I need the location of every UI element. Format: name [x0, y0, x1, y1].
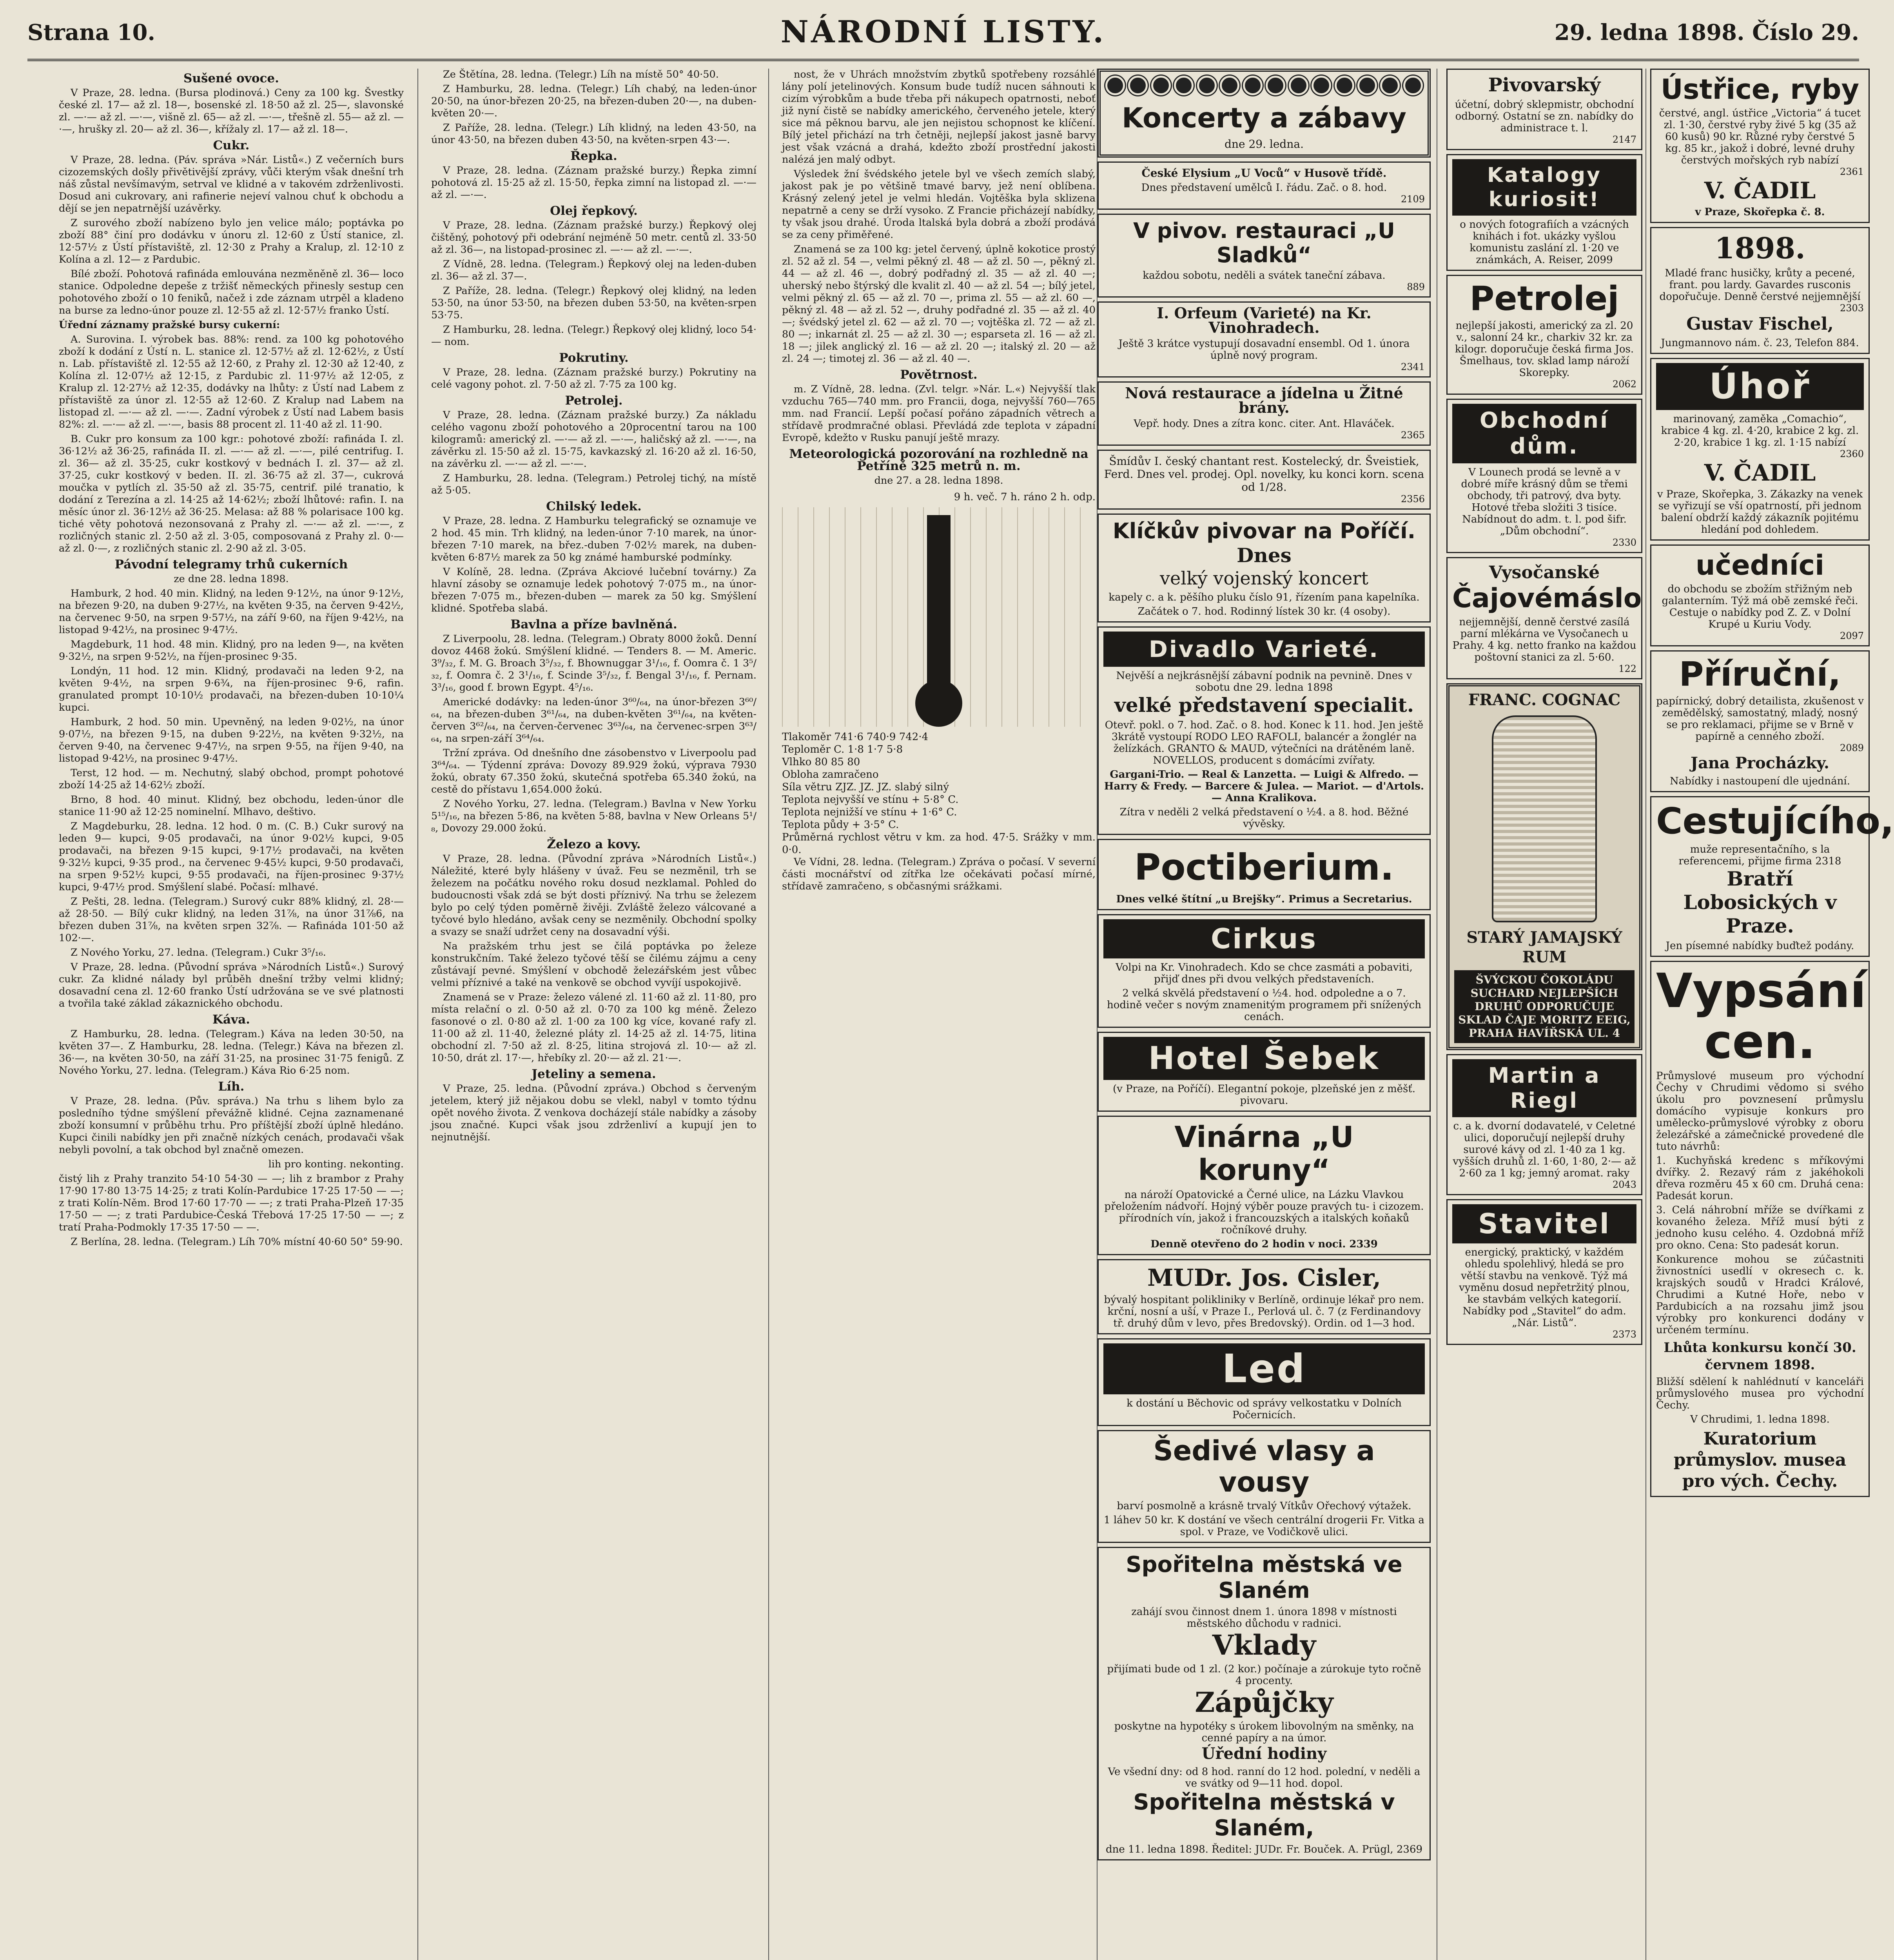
column-rule [768, 69, 769, 1960]
ad-subtitle: Úřední hodiny [1201, 1744, 1327, 1763]
ad-title: Nová restaurace a jídelna u Žitné brány. [1125, 384, 1403, 416]
ad-title: Divadlo Varieté. [1103, 632, 1425, 667]
weather-row: Teplota půdy + 3·5° C. [782, 819, 899, 831]
ad-title: Vinárna „U koruny“ [1174, 1120, 1354, 1187]
ad-text: papírnický, dobrý detailista, zkušenost v zemědělský, samostatný, mladý, nosný se pro reklamaci, přijme se v Brně v papírně a cenného zboží. [1656, 695, 1864, 742]
ad-text: Ještě 3 krátce vystupují dosavadní ensembl. Od 1. února úplně nový program. [1118, 338, 1410, 361]
ad-subtitle: Jana Procházky. [1691, 754, 1829, 772]
ad-text: Denně otevřeno do 2 hodin v noci. 2339 [1150, 1238, 1378, 1250]
article-paragraph: Z Hamburku, 28. ledna. (Telegr.) Řepkový olej klidný, loco 54·— nom. [431, 324, 757, 348]
ad-text: Začátek o 7. hod. Rodinný lístek 30 kr. (4 osoby). [1137, 606, 1391, 617]
article-paragraph: Z Pešti, 28. ledna. (Telegram.) Surový cukr 88% klidný, zl. 28·— až 28·50. — Bílý cukr klidný, na leden 31⅞, na únor 31⅞6, na březen duben 31⅞, na květen srpen 32⅞. — Rafináda 101·50 až 102·—. [59, 896, 404, 944]
ad-pivovarsky [1446, 69, 1642, 150]
ad-katalogy [1446, 154, 1642, 271]
ad-text: dne 11. ledna 1898. Ředitel: JUDr. Fr. Bouček. A. Prügl, 2369 [1105, 1844, 1423, 1855]
ad-title: Katalogy kuriosit! [1452, 159, 1636, 216]
section-heading: Povětrnost. [900, 368, 978, 382]
ad-code: 2089 [1840, 742, 1864, 753]
section-heading: Pokrutiny. [559, 351, 629, 365]
ad-koncerty [1098, 69, 1431, 158]
ad-petrolej [1446, 275, 1642, 395]
weather-row: Tlakoměr 741·6 740·9 742·4 [782, 731, 929, 743]
ad-code: 2341 [1401, 361, 1425, 372]
ad-fischel [1650, 227, 1870, 354]
ad-zitna [1098, 381, 1431, 446]
ad-code: 2356 [1401, 494, 1425, 505]
ad-text: Gargani-Trio. — Real & Lanzetta. — Luigi & Alfredo. — Harry & Fredy. — Barcere & Julea. — Mariot. — d'Artols. — Anna Kralikova. [1104, 769, 1424, 804]
ad-subtitle: dne 29. ledna. [1225, 138, 1304, 151]
ad-subtitle: Dnes [1237, 544, 1292, 567]
ad-text: Dnes představení umělců I. řádu. Zač. o 8. hod. [1141, 182, 1387, 194]
section-heading: Pávodní telegramy trhů cukerních [114, 557, 348, 572]
ad-text: nejlepší jakosti, americký za zl. 20 v., salonní 24 kr., charkiv 32 kr. za kilogr. doporučuje česká firma Jos. Šmelhaus, tov. sklad lamp nároží Skorepky. [1455, 320, 1634, 379]
ad-code: 122 [1618, 663, 1636, 674]
article-paragraph: V Praze, 28. ledna. (Původní zpráva »Národních Listů«.) Náležité, které byly hlášeny v úvaž. Feu se nezměnil, trh se železem na počátku nového roku dosud nezklamal. Pohled do budoucnosti však zdá se být dosti příznivý. Na trhu se železem bylo po celý týden poměrně živěji. Zvláště železo válcované a tyčové bylo hledáno, avšak ceny se nezměnily. Obchodní spolky a svazy se snaží udržet ceny na dosavadní výši. [431, 853, 757, 938]
article-paragraph: Z Magdeburku, 28. ledna. 12 hod. 0 m. (C. B.) Cukr surový na leden 9— kupci, 9·05 prodavači, na únor 9·02½ kupci, 9·05 prodavači, na březen 9·15 kupci, 9·17½ prodavači, na květen 9·32½ kupci, 9·35 prod., na červenec 9·45½ kupci, 9·50 prodavači, na srpen 9·52½ kupci, 9·55 prodavači, na říjen-prosinec 9·37½ kupci, 9·47½ prod. Smýšlení slabé. Počasí: mlhavé. [59, 820, 404, 893]
ad-subtitle: V. ČADIL [1704, 177, 1816, 204]
article-paragraph: V Praze, 28. ledna. (Záznam pražské burzy.) Za nákladu celého vagonu zboží pohotového a 20procentní tarou na 100 kilogramů: americký zl. —·— až zl. —·—, haličský až zl. —·—, na závěrku zl. 15·50 až zl. 15·75, kavkazský zl. 16·20 až zl. 16·50, na závěrku zl. —·— až zl. —·—. [431, 409, 757, 470]
ad-text: přijímati bude od 1 zl. (2 kor.) počínaje a zúrokuje tyto ročně 4 procenty. [1107, 1663, 1421, 1687]
section-heading: Řepka. [570, 149, 617, 163]
section-heading: Bavlna a příze bavlněná. [510, 617, 677, 632]
weather-row: Teplota nejnižší ve stínu + 1·6° C. [782, 806, 957, 818]
bottle-illustration [1492, 715, 1597, 922]
article-paragraph: Brno, 8 hod. 40 minut. Klidný, bez obchodu, leden-únor dle stanice 11·90 až 12·25 nominelní. Mlhavo, deštivo. [59, 794, 404, 818]
article-paragraph: Z Liverpoolu, 28. ledna. (Telegram.) Obraty 8000 žoků. Denní dovoz 4468 žokú. Smýšlení klidné. — Tenders 8. — M. Americ. 3⁹/₃₂, f. M. G. Broach 3⁵/₃₂, f. Bhownuggar 3¹/₁₆, f. Oomra č. 1 3⁵/₃₂, f. Oomra č. 2 3¹/₁₆, f. Scinde 3⁵/₃₂, f. Bengal 3¹/₁₆, f. Pernam. 3³/₁₆, good f. brown Egypt. 4⁵/₁₆. [431, 633, 757, 693]
article-paragraph: V Praze, 28. ledna. (Původní správa »Národních Listů«.) Surový cukr. Za klidné nálady byl průběh dnešní tržby velmi klidný; dosavadní cena zl. 12·60 franko Ústí udržována se ve své platnosti a tvořila také základ zákaznického obchodu. [59, 961, 404, 1009]
ad-text: Nabídky i nastoupení dle ujednání. [1670, 775, 1850, 787]
ad-klickuv-pivovar [1098, 514, 1431, 622]
ad-text: barví posmolně a krásně trvalý Vítkův Ořechový výtažek. [1117, 1500, 1411, 1512]
ad-elysium [1098, 162, 1431, 210]
article-paragraph: m. Z Vídně, 28. ledna. (Zvl. telgr. »Nár. L.«) Nejvyšší tlak vzduchu 765—740 mm. pro Francii, doga, nejvyšší 760—765 mm. nad Francií. Lepší počasí pořáno západních větrech a střídavě prodmračné oblasi. Převládá zde teplota v západní Evropě, kdežto v Rusku panují ještě mrazy. [782, 383, 1096, 444]
ad-text: 1. Kuchyňská kredenc s mříkovými dvířky. 2. Rezavý rám z jakéhokoli dřeva rozměru 45 x 60 cm. Druhá cena: Padesát korun. [1656, 1155, 1864, 1202]
ad-text: v Praze, Skořepka č. 8. [1695, 206, 1825, 218]
ad-title: Martin a Riegl [1452, 1059, 1636, 1117]
article-paragraph: B. Cukr pro konsum za 100 kgr.: pohotové zboží: rafináda I. zl. 36·12½ až 36·25, rafináda II. zl. —·— až zl. —·—, pilé centrifug. I. zl. 36— až zl. 35·25, cukr kostkový v bednách I. zl. 37— až zl. 37·25, cukr kostkový v beden. II. zl. 36·75 až zl. 37—, cukrová moučka v pytlích zl. 35·50 až zl. 35·75, centrif. pilé tranatio, k dodání z Terezína a zl. 14·25 až 14·62½; zboží lhůtové: rafin. I. na měsíc únor zl. 36·12½ až 36·25. Melasa: až 88 % polarisace 100 kg. tiché věty pohotová nezonsovaná z Prahy zl. —·— až zl. —·—, z rozličných stanic zl. 2·50 až zl. 3·05, composovaná z Prahy zl. 0·— až zl. 0·—, z rozličných stanic zl. 2·90 až zl. 3·05. [59, 433, 404, 554]
ad-text: V Chrudimi, 1. ledna 1898. [1690, 1414, 1830, 1425]
ad-sladek [1098, 214, 1431, 298]
ad-title: Šedivé vlasy a vousy [1153, 1435, 1375, 1498]
ad-sporitelna-slany [1098, 1547, 1431, 1860]
ad-title: Ústřice, ryby [1660, 73, 1860, 105]
ad-text: Šmídův I. český chantant rest. Kostelecký, dr. Šveistiek, Ferd. Dnes vel. prodej. Opl. novelky, ku konci korn. scena od 1/28. [1104, 455, 1424, 494]
section-heading: Železo a kovy. [547, 837, 641, 851]
article-paragraph: V Praze, 28. ledna. (Páv. správa »Nár. Listů«.) Z večerních burs cizozemských došly přivětivější zprávy, vůči kterým však dnešní trh náš zůstal nevšímavým, setrval ve klidné a v takovém zdrženlivosti. Dosud ani cukrovary, ani rafinerie nejeví valnou chuť k obchodu a dějí se jen nepatrnější uzávěrky. [59, 154, 404, 214]
ad-sedive-vlasy [1098, 1430, 1431, 1543]
article-paragraph: V Praze, 28. ledna. (Záznam pražské burzy.) Pokrutiny na celé vagony pohot. zl. 7·50 až zl. 7·75 za 100 kg. [431, 367, 757, 390]
ad-text: o nových fotografiích a vzácných knihách i fot. ukázky vyšlou komunistu zaslání zl. 1·20 ve známkách, A. Reiser, 2099 [1460, 219, 1629, 266]
ad-obchodni-dum [1446, 399, 1642, 553]
ad-stavitel [1446, 1199, 1642, 1345]
article-paragraph: Z Nového Yorku, 27. ledna. (Telegram.) Cukr 3⁵/₁₆. [71, 947, 326, 958]
ad-title: Vypsání cen. [1656, 964, 1866, 1069]
ad-text: Volpi na Kr. Vinohradech. Kdo se chce zasmáti a pobaviti, přijď dnes při dvou velkých představeních. [1116, 962, 1413, 985]
column-2-market-reports [431, 69, 757, 1960]
ad-text: bývalý hospitant polikliniky v Berlíně, ordinuje lékař pro nem. krční, nosní a uší, v Praze I., Perlová ul. č. 7 (z Ferdinandovy tř. druhý dům v levo, přes Bredovský). Ordin. od 1—3 hod. [1104, 1294, 1424, 1329]
article-paragraph: Úřední záznamy pražské bursy cukerní: [59, 319, 280, 331]
ad-text: Nejvěší a nejkrásnější zábavní podnik na pevnině. Dnes v sobotu dne 29. ledna 1898 [1116, 670, 1412, 693]
article-paragraph: V Praze, 28. ledna. (Bursa plodinová.) Ceny za 100 kg. Švestky české zl. 17— až zl. 18—, bosenské zl. 18·50 až zl. 25—, slavonské zl. —·— až zl. —·—, višně zl. 65— až zl. —·—, třešně zl. 55— až zl. —·—, hrušky zl. 20— až zl. 36—, křížaly zl. 17— až zl. 18—. [59, 87, 404, 135]
ad-title: I. Orfeum (Varieté) na Kr. Vinohradech. [1157, 304, 1372, 336]
ad-code: 2147 [1612, 134, 1636, 145]
weather-row: Teploměr C. 1·8 1·7 5·8 [782, 744, 903, 755]
ad-text: v Praze, Skořepka, 3. Zákazky na venek se vyřizují se vší opatrností, při jednom balení obdrží každý zákazník pojitému hledání pod dohledem. [1657, 488, 1863, 535]
ad-text: do obchodu se zbožím střižným neb galanterním. Týž má obě zemské řeči. Cestuje o nabídky pod Z. Z. v Dolní Krupé u Kuriu Vody. [1662, 583, 1858, 630]
ad-title: Čajovémáslo [1452, 583, 1642, 614]
article-paragraph: Znamená se za 100 kg: jetel červený, úplně kokotice prostý zl. 52 až zl. 54 —, velmi pěkný zl. 48 — až zl. 50 —, pěkný zl. 44 — až zl. 46 —, dobrý podřadný zl. 35 — až zl. 40 —; uherský nebo štýrský dle kvalit zl. 40 — až zl. 54 —; bílý jetel, velmi pěkný zl. 65 — až zl. 70 —, prima zl. 55 — až zl. 60 —, pěkný zl. 48 — až zl. 52 —, druhy podřadné zl. 35 — až zl. 40 —; švédský jetel zl. 62 — až zl. 70 —; vojtěška zl. 72 — až zl. 80 —; inkarnát zl. 25 — až zl. 30 —; esparseta zl. 16 — až zl. 18 —; jilek anglický zl. 16 — až zl. 20 —; italský zl. 20 — až zl. 24 —; timotej zl. 36 — až zl. 40 —. [782, 243, 1096, 365]
weather-row: Průměrná rychlost větru v km. za hod. 47·5. Srážky v mm. 0·0. [782, 831, 1096, 856]
ad-title: Led [1103, 1343, 1425, 1394]
page-header [27, 12, 1859, 61]
ad-text: Vepř. hody. Dnes a zítra konc. citer. Ant. Hlaváček. [1134, 418, 1395, 430]
ad-martin-riegl [1446, 1054, 1642, 1195]
ad-subtitle: Zápůjčky [1195, 1686, 1333, 1719]
ad-code: 2097 [1840, 630, 1864, 641]
ad-text: 1 láhev 50 kr. K dostání ve všech centrální drogerii Fr. Vitka a spol. v Praze, ve Vodičkově ulici. [1104, 1514, 1424, 1538]
ad-text: Průmyslové museum pro východní Čechy v Chrudimi vědomo si svého úkolu pro povznesení průmyslu domácího vypisuje konkurs pro umělecko-průmyslové výrobky z oboru železářské a zámečnické provedené dle tuto návrhů: [1656, 1070, 1864, 1152]
ad-text: ŠVÝCKOU ČOKOLÁDU SUCHARD NEJLEPŠÍCH DRUHŮ ODPORUČUJE SKLAD ČAJE MORITZ EEIG, PRAHA HAVÍŘSKÁ UL. 4 [1454, 970, 1635, 1043]
article-paragraph: Hamburk, 2 hod. 50 min. Upevněný, na leden 9·02½, na únor 9·07½, na březen 9·15, na duben 9·22½, na květen 9·32½, na červen 9·40, na červenec 9·47½, na srpen 9·55, na říjen 9·40, na listopad 9·42½, na prosinec 9·47½. [59, 716, 404, 764]
article-paragraph: V Praze, 28. ledna. (Pův. správa.) Na trhu s lihem bylo za posledního týdne smýšlení převážně klidné. Cejna zaznamenané zboží konsumní v průběhu trhu. Pro příštější zboží úplně hledáno. Kupci činili nabídky jen při značně nízkých cenách, prodavači však nebyli povolní, a tak obchod byl značně omezen. [59, 1095, 404, 1156]
ad-cirkus [1098, 914, 1431, 1028]
column-3-market-reports [782, 69, 1096, 1960]
section-subheading: dne 27. a 28. ledna 1898. [874, 475, 1003, 486]
ad-subtitle: Gustav Fischel, [1686, 314, 1834, 334]
ad-text: V Lounech prodá se levně a v dobré míře krásný dům se třemi obchody, tři patrový, dva byty. Hotové třeba složiti 3 tisíce. Nabídnout do adm. t. l. pod šifr. „Dům obchodní“. [1461, 466, 1628, 537]
ad-ustrice [1650, 69, 1870, 223]
ad-title: Pivovarský [1488, 74, 1601, 96]
ad-text: nejjemnější, denně čerstvé zasílá parní mlékárna ve Vysočanech u Prahy. 4 kg. netto franko na každou poštovní stanici za zl. 5·60. [1452, 616, 1636, 663]
ad-led [1098, 1338, 1431, 1426]
article-paragraph: V Praze, 28. ledna. Z Hamburku telegrafický se oznamuje ve 2 hod. 45 min. Trh klidný, na leden-únor 7·10 marek, na únor-březen 7·10 marek, na břez.-duben 7·02½ marek, na duben-květen 6·87½ marek za 50 kg známé hamburské podmínky. [431, 515, 757, 563]
article-paragraph: Z Hamburku, 28. ledna. (Telegram.) Petrolej tichý, na místě až 5·05. [431, 472, 757, 496]
article-paragraph: Výsledek žní švédského jetele byl ve všech zemích slabý, jakost pak je po většině tmavé barvy, jež není oblíbena. Krásný zelený jetel je velmi hledán. Vojtěška byla sklizena nepatrně a ceny se drží vysoko. Z Francie přicházejí nabídky, ty však jsou drahé. Úroda ltalská byla dobrá a zboží prodává se za ceny přiměřené. [782, 168, 1096, 241]
ad-vypsani-cen [1650, 961, 1870, 1497]
section-heading: Sušené ovoce. [183, 71, 279, 85]
ad-title: učedníci [1695, 549, 1825, 581]
weather-row: Vlhko 80 85 80 [782, 756, 860, 768]
ad-text: marinovaný, zaměka „Comachio“, krabice 4 kg. zl. 4·20, krabice 2 kg. zl. 2·20, krabice 1 kg. zl. 1·15 nabízí [1661, 413, 1859, 448]
ad-cisler [1098, 1259, 1431, 1334]
ad-subtitle: velký vojenský koncert [1160, 568, 1368, 589]
ad-subtitle: Lhůta konkursu končí 30. červnem 1898. [1664, 1340, 1856, 1373]
column-6-advertisements [1650, 69, 1894, 1960]
ad-code: 2365 [1401, 430, 1425, 441]
column-rule [1645, 69, 1646, 1960]
ad-text: (v Praze, na Poříčí). Elegantní pokoje, plzeňské jen z měšť. pivovaru. [1112, 1083, 1416, 1107]
section-heading: Olej řepkový. [550, 204, 638, 218]
table-header: lih pro konting. nekonting. [268, 1158, 404, 1170]
ad-subtitle: STARÝ JAMAJSKÝ RUM [1466, 928, 1622, 966]
section-heading: Káva. [212, 1013, 250, 1027]
article-paragraph: Bílé zboží. Pohotová rafináda emlouvána nezměněně zl. 36— loco stanice. Odpoledne depeše z tržišť německých přinesly sestup cen pohotového zboží o 10 feniků, načež i zde záznam utrpěl a kladeno na burse za ledno-únor pouze zl. 12·55 až zl. 12·57½ franko Ústí. [59, 268, 404, 316]
ad-subtitle: Vysočanské [1489, 563, 1600, 583]
article-paragraph: Z Paříže, 28. ledna. (Telegr.) Líh klidný, na leden 43·50, na únor 43·50, na březen duben 43·50, na květen-srpen 43·—. [431, 122, 757, 146]
weather-table-header: 9 h. več. 7 h. ráno 2 h. odp. [954, 491, 1096, 503]
ad-text: Dnes velké štítní „u Brejšky“. Primus a Secretarius. [1116, 893, 1412, 905]
ad-title: Petrolej [1469, 279, 1619, 318]
article-paragraph: V Kolíně, 28. ledna. (Zpráva Akciové lučební továrny.) Za hlavní zásoby se oznamuje ledek pohotový 7·075 m., na únor-březen 7·075 m., březen-duben — marek za 50 kg. Smýšlení klidné. Spotřeba slabá. [431, 566, 757, 614]
ad-title: Stavitel [1452, 1204, 1636, 1243]
ad-title: Hotel Šebek [1103, 1037, 1425, 1080]
article-paragraph: Z surového zboží nabízeno bylo jen velice málo; poptávka po zboží 88° činí pro dodávku v únoru zl. 12·60 z Ústí stanice, zl. 12·57½ z Ústí přístaviště, zl. 12·30 z Prahy a Kralup, zl. 12·10 z Kolína a zl. 12— z Pardubic. [59, 217, 404, 265]
article-paragraph: Z Hamburku, 28. ledna. (Telegr.) Líh chabý, na leden-únor 20·50, na únor-březen 20·25, na březen-duben 20·—, na duben-květen 20·—. [431, 83, 757, 119]
ad-title: Cestujícího, [1656, 800, 1894, 842]
article-paragraph: V Praze, 25. ledna. (Původní zpráva.) Obchod s červeným jetelem, který již nějakou dobu se vlekl, nabyl v tomto týdnu opět nového života. Z venkova docházejí stále nabídky a zásoby jsou značné. Kupci však jsou zdrženliví a kupují jen to nejnutnější. [431, 1083, 757, 1143]
price-table: čistý lih z Prahy tranzito 54·10 54·30 — —; lih z brambor z Prahy 17·90 17·80 13·75 14·25; z trati Kolín-Pardubice 17·25 17·50 — —; z trati Kolín-Něm. Brod 17·60 17·70 — —; z trati Praha-Plzeň 17·35 17·50 — —; z trati Pardubice-Česká Třebová 17·25 17·50 — —; z tratí Praha-Podmokly 17·35 17·50 — —. [59, 1173, 404, 1233]
weather-row: Síla větru ZJZ. JZ. JZ. slabý silný [782, 781, 949, 793]
ad-text: c. a k. dvorní dodavatelé, v Celetné ulici, doporučují nejlepší druhy surové kávy od zl. 1·40 za 1 kg. vyšších druhů zl. 1·60, 1·80, 2·— až 2·60 za 1 kg; jemný aromat. raky [1453, 1120, 1636, 1179]
ad-text: zahájí svou činnost dnem 1. února 1898 v místnosti městského důchodu v radnici. [1131, 1606, 1397, 1630]
ad-title: Poctiberium. [1134, 846, 1394, 888]
ad-text: kapely c. a k. pěšího pluku číslo 91, řízením pana kapelníka. [1108, 592, 1420, 603]
ad-text: čerstvé, angl. ústřice „Victoria“ á tucet zl. 1·30, čerstvé ryby živé 5 kg (35 až 60 kusů) 90 kr. Různé ryby čerstvé 5 kg. 85 kr., jakož i dobré, levné druhy čerstvých mořských ryb nabízí [1659, 107, 1861, 166]
column-rule [417, 69, 418, 1960]
column-5-advertisements [1446, 69, 1642, 1960]
ad-subtitle: Spořitelna městská v Slaném, [1133, 1789, 1395, 1841]
ad-text: účetní, dobrý sklepmistr, obchodní odborný. Ostatní se zn. nabídky do administrace t. l. [1455, 99, 1634, 134]
ad-orfeum [1098, 301, 1431, 377]
weather-table [782, 491, 1096, 856]
article-paragraph: A. Surovina. I. výrobek bas. 88%: rend. za 100 kg pohotového zboží k dodání z Ústí n. L. stanice zl. 12·57½ až zl. 12·62½, z Ústí n. Lab. přístaviště zl. 12·55 až 12·60, z Prahy zl. 12·30 až 12·40, z Kolína zl. 12·07½ až 12·15, z Pardubic zl. 11·97½ až 12·05, z Kralup zl. 12·27½ až 12·35, dodávky na lhůty: z Ústí nad Labem z přístaviště za únor zl. 12·55 až 12·60. Z Kralup nad Labem na listopad zl. —·— až zl. —·—. Zadní výrobek z Ústí nad Labem basis 82%: zl. —·— až zl. —·—, basis 88 procent zl. 11·40 až zl. 11·90. [59, 334, 404, 430]
article-paragraph: Znamená se v Praze: železo válené zl. 11·60 až zl. 11·80, pro místa relační o zl. 0·50 až zl. 0·70 za 100 kg méně. Železo fasonové o zl. 0·80 až zl. 1·00 za 100 kg více, kované rafy zl. 11·00 až zl. 11·40, železné pláty zl. 14·25 až zl. 14·75, litina obchodní zl. 7·50 až zl. 8·25, litina strojová zl. 10·— až zl. 10·50, drát zl. 17·—, hřebíky zl. 20·— až zl. 21·—. [431, 991, 757, 1064]
section-heading: Chilský ledek. [546, 499, 642, 514]
ad-code: 2360 [1840, 448, 1864, 459]
article-paragraph: Ve Vídni, 28. ledna. (Telegram.) Zpráva o počasí. V severní části mocnářství od zítřka lze očekávati počasí mírné, střídavě zamračeno, s občasnými srážkami. [782, 856, 1096, 892]
ad-title: FRANC. COGNAC [1468, 691, 1621, 709]
article-paragraph: Magdeburk, 11 hod. 48 min. Klidný, pro na leden 9—, na květen 9·32½, na srpen 9·52½, na říjen-prosinec 9·35. [59, 639, 404, 662]
article-paragraph: Americké dodávky: na leden-únor 3⁶⁰/₆₄, na únor-březen 3⁶⁰/₆₄, na březen-duben 3⁶¹/₆₄, na duben-květen 3⁶¹/₆₄, na květen-červen 3⁶²/₆₄, na červen-červenec 3⁶³/₆₄, na červenec-srpen 3⁶³/₆₄, na srpen-září 3⁶⁴/₆₄. [431, 696, 757, 744]
section-heading: Jeteliny a semena. [532, 1067, 656, 1081]
ad-text: muže representačního, s la referencemi, přijme firma 2318 [1678, 844, 1841, 867]
ad-prirucni [1650, 650, 1870, 792]
article-paragraph: Londýn, 11 hod. 12 min. Klidný, prodavači na leden 9·2, na květen 9·4½, na srpen 9·6¾, na říjen-prosinec 9·6, rafin. granulated prompt 10·10½ prodavači, na březen-duben 10·10¼ kupci. [59, 665, 404, 713]
ad-text: 2 velká skvělá představení o ½4. hod. odpoledne a o 7. hodině večer s novým znamenitým programem při snížených cenách. [1107, 987, 1421, 1023]
article-paragraph: V Praze, 28. ledna. (Záznam pražské burzy.) Řepka zimní pohotová zl. 15·25 až zl. 15·50, řepka zimní na listopad zl. —·— až zl. —·—. [431, 165, 757, 201]
ad-title: V pivov. restauraci „U Sladků“ [1133, 218, 1395, 267]
article-paragraph: Z Nového Yorku, 27. ledna. (Telegram.) Bavlna v New Yorku 5¹⁵/₁₆, na březen 5·86, na květen 5·88, bavlna v New Orleans 5¹/₈, Dovozy 29.000 žokú. [431, 798, 757, 834]
article-paragraph: Z Berlína, 28. ledna. (Telegram.) Líh 70% místní 40·60 50° 59·90. [71, 1236, 403, 1248]
ad-cognac-rum [1446, 683, 1642, 1050]
weather-row: Obloha zamračeno [782, 769, 879, 780]
ad-text: poskytne na hypotéky s úrokem libovolným na směnky, na cenné papíry a na úmor. [1114, 1720, 1414, 1744]
ornament-rings [1105, 76, 1423, 95]
ad-title: Cirkus [1103, 919, 1425, 958]
ad-text: Ve všední dny: od 8 hod. ranní do 12 hod. polední, v neděli a ve svátky od 9—11 hod. dopol. [1108, 1766, 1420, 1789]
ad-text: Jen písemné nabídky buďtež podány. [1665, 940, 1854, 952]
ad-title: 1898. [1714, 232, 1805, 265]
article-paragraph: Ze Štětína, 28. ledna. (Telegr.) Líh na místě 50° 40·50. [443, 69, 719, 80]
ad-code: 2043 [1612, 1179, 1636, 1190]
column-1-market-reports [59, 69, 404, 1960]
article-paragraph: Na pražském trhu jest se čilá poptávka po železe konstrukčním. Také železo tyčové těší se čilému zájmu a ceny zůstávají pevné. Smýšlení v obchodě železářském jest vůbec velmi příznivé a také na venkově se obchod vyvíjí uspokojivě. [431, 940, 757, 989]
issue-date: 29. ledna 1898. Číslo 29. [1554, 20, 1859, 45]
column-4-advertisements [1098, 69, 1431, 1960]
ad-text: energický, praktický, v každém ohledu spolehlivý, hledá se pro větší stavbu na venkově. Týž má vyměnu dosud nepřetržitý plnou, ke stavbám velkých kategorií. Nabídky pod „Stavitel“ do adm. „Nár. Listů“. [1459, 1247, 1630, 1329]
ad-hotel-sebek [1098, 1032, 1431, 1112]
ad-code: 2062 [1612, 379, 1636, 390]
section-heading: Petrolej. [565, 394, 623, 408]
ad-title: Příruční, [1679, 655, 1841, 694]
ad-variete [1098, 626, 1431, 835]
ad-title: Obchodní dům. [1452, 404, 1636, 463]
ad-code: 2373 [1612, 1329, 1636, 1340]
section-heading: Líh. [218, 1080, 245, 1094]
article-paragraph: Z Vídně, 28. ledna. (Telegram.) Řepkový olej na leden-duben zl. 36— až zl. 37—. [431, 258, 757, 282]
ad-vinarna [1098, 1116, 1431, 1255]
ad-title: České Elysium „U Voců“ v Husově třídě. [1141, 167, 1387, 180]
ad-text: každou sobotu, neděli a svátek taneční zábava. [1143, 270, 1386, 281]
article-paragraph: Tržní zpráva. Od dnešního dne zásobenstvo v Liverpoolu pad 3⁶⁴/₆₄. — Týdenní zpráva: Dovozy 89.929 žokú, výprava 7930 žokú, obraty 67.350 žokú, skutečná spotřeba 65.340 žokú, na cestě do přístavu 1,654.000 žokú. [431, 747, 757, 795]
article-paragraph: V Praze, 28. ledna. (Záznam pražské burzy.) Řepkový olej čištěný, pohotový při odebrání nejméně 50 metr. centů zl. 33·50 až zl. 36—, na listopad-prosinec zl. —·— až zl. —·—. [431, 220, 757, 256]
ad-text: Bližší sdělení k nahlédnutí v kanceláři průmyslového musea pro východní Čechy. [1656, 1376, 1864, 1411]
article-paragraph: nost, že v Uhrách množstvím zbytků spotřebeny rozsáhlé lány polí jetelinových. Konsum bude tudíž nucen sáhnouti k cizím výrobkům a bude třeba při nákupech opatrnosti, neboť již nyní čistě se nabídky amerického, červeného jetele, který sice má pěknou barvu, ale jen nejistou schopnost ke klíčení. Bílý jetel přichází na trh četněji, nejlepší jakost jasně barvy jest však vzácná a drahá, kdežto zboží prostřední jakosti nalézá jen malý odbyt. [782, 69, 1096, 165]
ad-text: 3. Celá náhrobní mříže se dvířkami z kovaného železa. Mříž musí býti z jednoho kusu celého. 4. Ozdobná mříž pro okno. Cena: Sto padesát korun. [1656, 1204, 1864, 1251]
ad-text: na nároží Opatovické a Černé ulice, na Lázku Vlavkou přeložením nádvoří. Hojný výběr pouze pravých tu- i cizozem. přírodních vín, jakož i francouzských a italských koňaků ročníkové druhy. [1104, 1189, 1424, 1236]
ad-code: 2303 [1840, 303, 1864, 314]
ad-title: MUDr. Jos. Cisler, [1147, 1264, 1381, 1292]
masthead-title: NÁRODNÍ LISTY. [780, 14, 1106, 50]
thermometer-bulb [915, 680, 962, 727]
ad-subtitle: Vklady [1212, 1629, 1316, 1661]
page-number: Strana 10. [27, 20, 156, 45]
ad-title: Spořitelna městská ve Slaném [1126, 1552, 1402, 1603]
ad-text: Konkurence mohou se zúčastniti živnostníci usedlí v okresech c. k. krajských soudů v Hradci Králové, Chrudimi a Kutné Hoře, nebo v Pardubicích a na rozsahu jimž jsou výrobky pro konkurenci dodány v určeném termínu. [1656, 1254, 1864, 1336]
ad-text: Zítra v neděli 2 velká představení o ½4. a 8. hod. Běžné vývěsky. [1119, 806, 1409, 830]
ad-text: Otevř. pokl. o 7. hod. Zač. o 8. hod. Konec k 11. hod. Jen ještě 3krátě vystoupí RODO LEO RAFOLI, balancér a žonglér na želízkách. GRANTO & MAUD, výtečníci na drátěném laně. NOVELLOS, producent s domácími zvířaty. [1105, 719, 1424, 766]
article-paragraph: Hamburk, 2 hod. 40 min. Klidný, na leden 9·12½, na únor 9·12½, na březen 9·20, na duben 9·27½, na květen 9·35, na červen 9·42½, na červenec 9·50, na srpen 9·57½, na září 9·60, na říjen 9·42½, na listopad 9·42½, na prosinec 9·47½. [59, 588, 404, 636]
weather-row: Teplota nejvyšší ve stínu + 5·8° C. [782, 794, 959, 806]
ad-ucednici [1650, 544, 1870, 646]
article-paragraph: Z Paříže, 28. ledna. (Telegr.) Řepkový olej klidný, na leden 53·50, na únor 53·50, na březen duben 53·50, na květen-srpen 53·75. [431, 285, 757, 321]
ad-code: 2361 [1840, 166, 1864, 177]
article-paragraph: Z Hamburku, 28. ledna. (Telegram.) Káva na leden 30·50, na květen 37—. Z Hamburku, 28. ledna. (Telegr.) Káva na březen zl. 36·—, na květen 30·50, na září 31·25, na prosinec 31·75 fenigů. Z Nového Yorku, 27. ledna. (Telegram.) Káva Rio 6·25 nom. [59, 1028, 404, 1076]
article-paragraph: Terst, 12 hod. — m. Nechutný, slabý obchod, prompt pohotové zboží 14·25 až 14·62½ zboží. [59, 767, 404, 791]
ad-smidov [1098, 450, 1431, 510]
ad-uhor [1650, 358, 1870, 541]
ad-poctiberium [1098, 839, 1431, 910]
ad-text: Mladé franc husičky, krůty a pecené, frant. pou lardy. Gavardes rusconis dopořučuje. Denně čerstvé nejjemnější [1659, 267, 1861, 303]
ad-code: 889 [1407, 281, 1425, 292]
ad-cestujiciho [1650, 796, 1894, 957]
ad-text: k dostání u Běchovic od správy velkostatku v Dolních Počernicích. [1127, 1397, 1402, 1421]
section-subheading: ze dne 28. ledna 1898. [174, 573, 289, 585]
section-heading: Cukr. [213, 138, 250, 152]
ad-text: Jungmannovo nám. č. 23, Telefon 884. [1661, 337, 1859, 349]
ad-code: 2109 [1401, 194, 1425, 205]
ad-subtitle: velké představení specialit. [1114, 693, 1414, 717]
ad-subtitle: Bratří Lobosických v Praze. [1683, 867, 1837, 937]
ad-title: Klíčkův pivovar na Poříčí. [1112, 519, 1416, 543]
ad-code: 2330 [1612, 537, 1636, 548]
ad-cajove-maslo [1446, 557, 1642, 679]
ad-subtitle: V. ČADIL [1704, 459, 1816, 486]
ad-title: Koncerty a zábavy [1121, 102, 1407, 134]
thermometer-illustration [782, 507, 1096, 727]
ad-title: Úhoř [1656, 363, 1864, 410]
ad-subtitle: Kuratorium průmyslov. musea pro vých. Čechy. [1673, 1429, 1847, 1491]
section-heading: Meteorologická pozorování na rozhledně na Petříně 325 metrů n. m. [789, 447, 1089, 473]
